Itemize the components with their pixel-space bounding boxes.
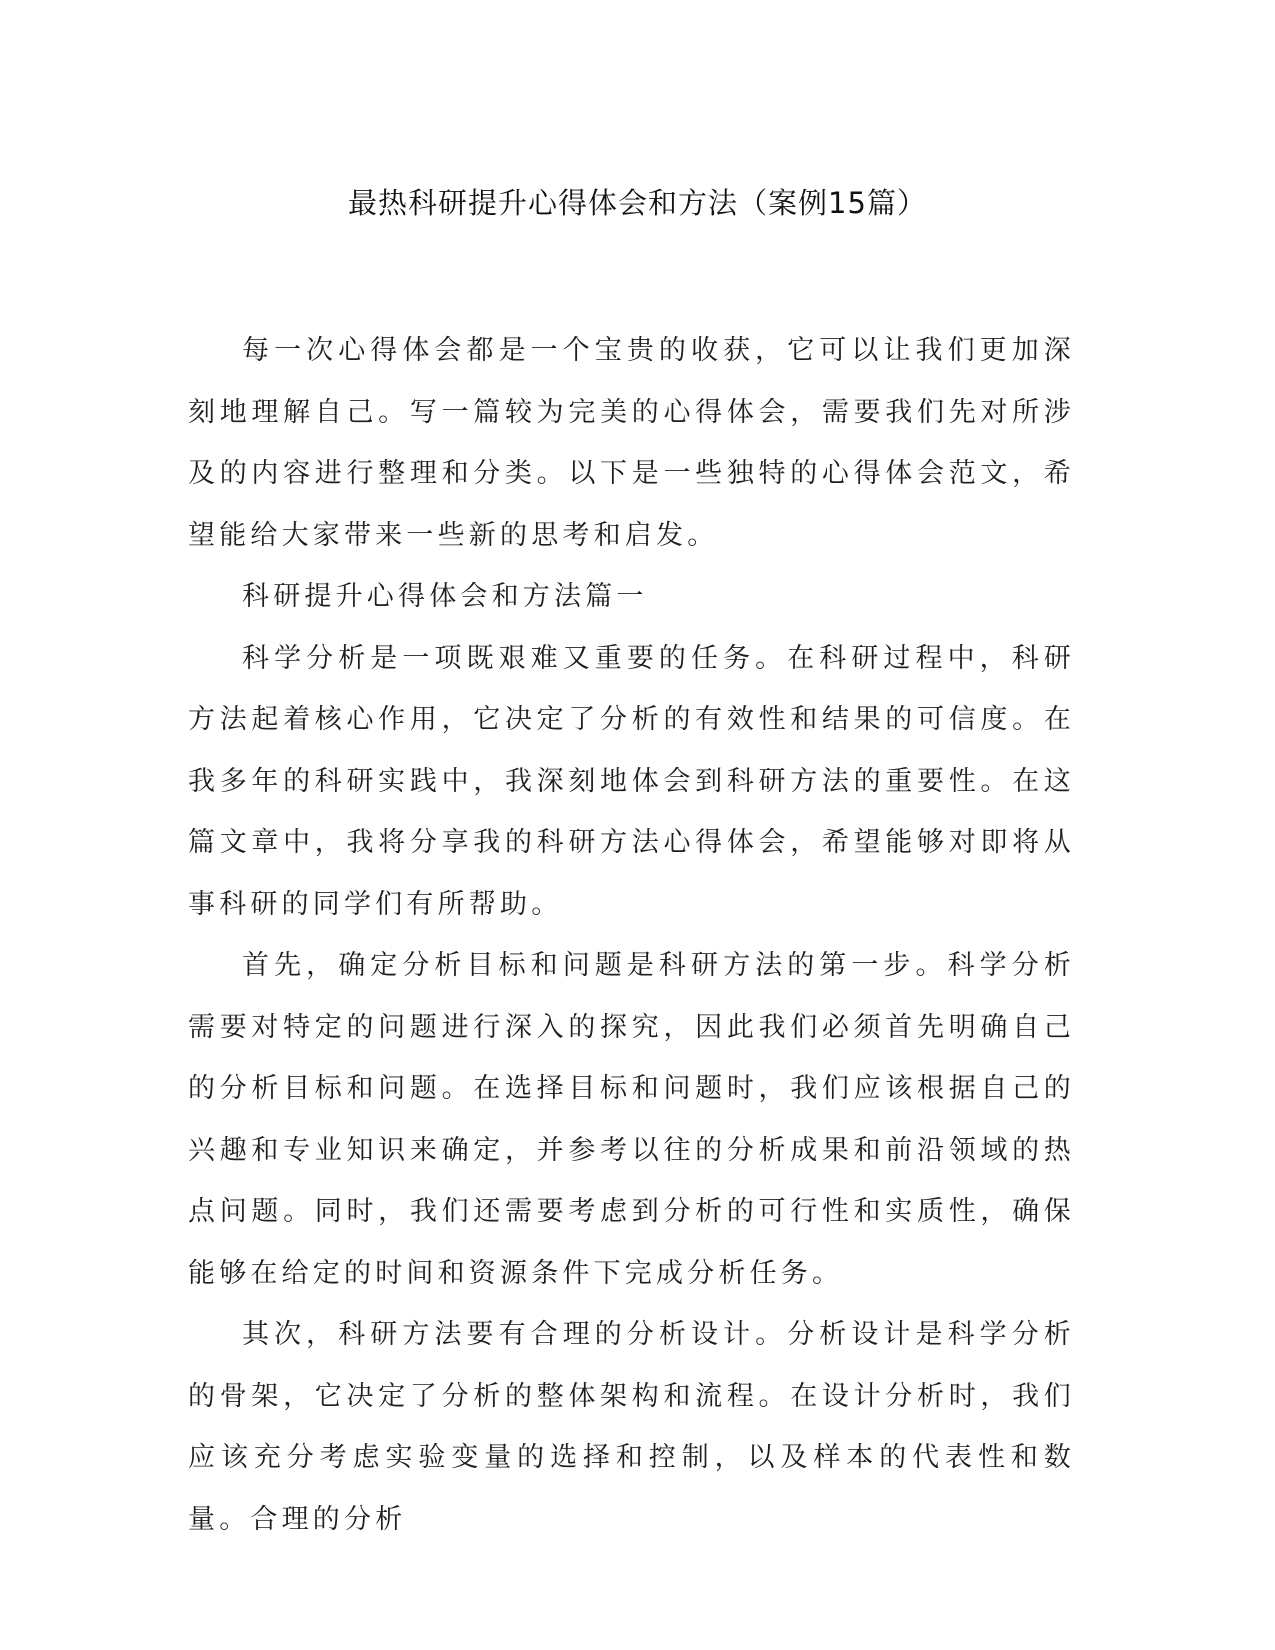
document-body xyxy=(188,320,1075,1550)
body-paragraph: 首先，确定分析目标和问题是科研方法的第一步。科学分析需要对特定的问题进行深入的探究，因此我们必须首先明确自己的分析目标和问题。在选择目标和问题时，我们应该根据自己的兴趣和专业知识来确定，并参考以往的分析成果和前沿领域的热点问题。同时，我们还需要考虑到分析的可行性和实质性，确保能够在给定的时间和资源条件下完成分析任务。 xyxy=(188,950,1075,1289)
body-paragraph: 科学分析是一项既艰难又重要的任务。在科研过程中，科研方法起着核心作用，它决定了分析的有效性和结果的可信度。在我多年的科研实践中，我深刻地体会到科研方法的重要性。在这篇文章中，我将分享我的科研方法心得体会，希望能够对即将从事科研的同学们有所帮助。 xyxy=(188,642,1075,920)
section-heading: 科研提升心得体会和方法篇一 xyxy=(242,581,648,612)
body-paragraph: 其次，科研方法要有合理的分析设计。分析设计是科学分析的骨架，它决定了分析的整体架构和流程。在设计分析时，我们应该充分考虑实验变量的选择和控制，以及样本的代表性和数量。合理的分析 xyxy=(188,1319,1075,1535)
document-title: 最热科研提升心得体会和方法（案例15篇） xyxy=(348,186,927,220)
intro-paragraph: 每一次心得体会都是一个宝贵的收获，它可以让我们更加深刻地理解自己。写一篇较为完美的心得体会，需要我们先对所涉及的内容进行整理和分类。以下是一些独特的心得体会范文，希望能给大家带来一些新的思考和启发。 xyxy=(188,335,1075,551)
